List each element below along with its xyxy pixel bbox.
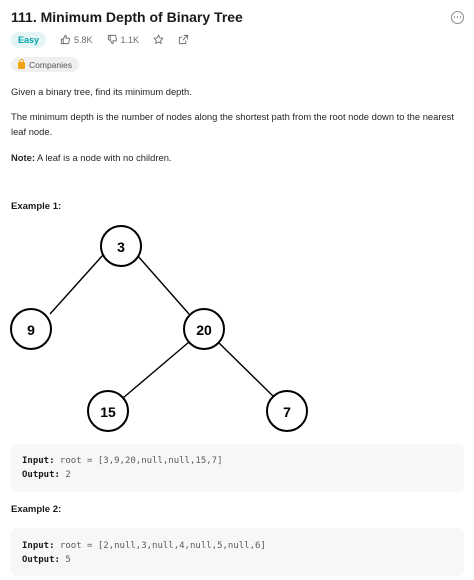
input-label: Input:: [22, 541, 55, 551]
thumbs-down-icon: [107, 34, 118, 45]
example-2-output: [22, 555, 71, 565]
example-1-tree-diagram: [0, 218, 474, 438]
tree-node-label: 20: [196, 322, 212, 338]
example-1-output: [22, 470, 71, 480]
dislike-count: 1.1K: [120, 34, 140, 45]
description-intro: Given a binary tree, find its minimum depth.: [11, 86, 192, 97]
problem-title: 111. Minimum Depth of Binary Tree: [11, 9, 243, 25]
companies-label: Companies: [29, 59, 72, 70]
description-definition: The minimum depth is the number of nodes along the shortest path from the root node down to the nearest leaf node.: [11, 111, 454, 137]
input-value: root = [3,9,20,null,null,15,7]: [54, 456, 223, 466]
tree-edge: [50, 255, 103, 314]
tree-node-label: 15: [100, 404, 116, 420]
star-icon: [153, 34, 164, 45]
tree-edge: [218, 342, 274, 397]
example-1-input: [22, 456, 223, 466]
note-label: Note:: [11, 152, 35, 163]
output-value: 5: [59, 555, 71, 565]
difficulty-badge: Easy: [11, 32, 46, 48]
tree-edge: [123, 342, 189, 398]
note-text: A leaf is a node with no children.: [34, 152, 172, 163]
input-label: Input:: [22, 456, 55, 466]
tree-node-label: 7: [283, 404, 291, 420]
example-1-heading: Example 1:: [11, 201, 62, 212]
dislike-button[interactable]: [107, 34, 140, 45]
example-2-code-block: [11, 528, 464, 576]
tree-node-label: 9: [27, 322, 35, 338]
output-label: Output:: [22, 555, 60, 565]
like-button[interactable]: [60, 34, 93, 45]
output-value: 2: [59, 470, 71, 480]
title-row: [11, 6, 464, 28]
example-2-input: [22, 541, 266, 551]
tree-edge: [137, 255, 189, 314]
share-icon: [178, 34, 189, 45]
tree-node-label: 3: [117, 239, 125, 255]
input-value: root = [2,null,3,null,4,null,5,null,6]: [54, 541, 266, 551]
more-options-icon[interactable]: [451, 11, 464, 24]
example-2-heading: Example 2:: [11, 504, 62, 515]
example-1-code-block: [11, 444, 464, 492]
like-count: 5.8K: [74, 34, 93, 45]
thumbs-up-icon: [60, 34, 71, 45]
description-note: [11, 150, 460, 165]
problem-meta-row: [11, 31, 189, 48]
share-button[interactable]: [178, 34, 189, 45]
companies-tag[interactable]: [11, 57, 79, 72]
lock-icon: [18, 62, 25, 69]
favorite-button[interactable]: [153, 34, 164, 45]
output-label: Output:: [22, 470, 60, 480]
